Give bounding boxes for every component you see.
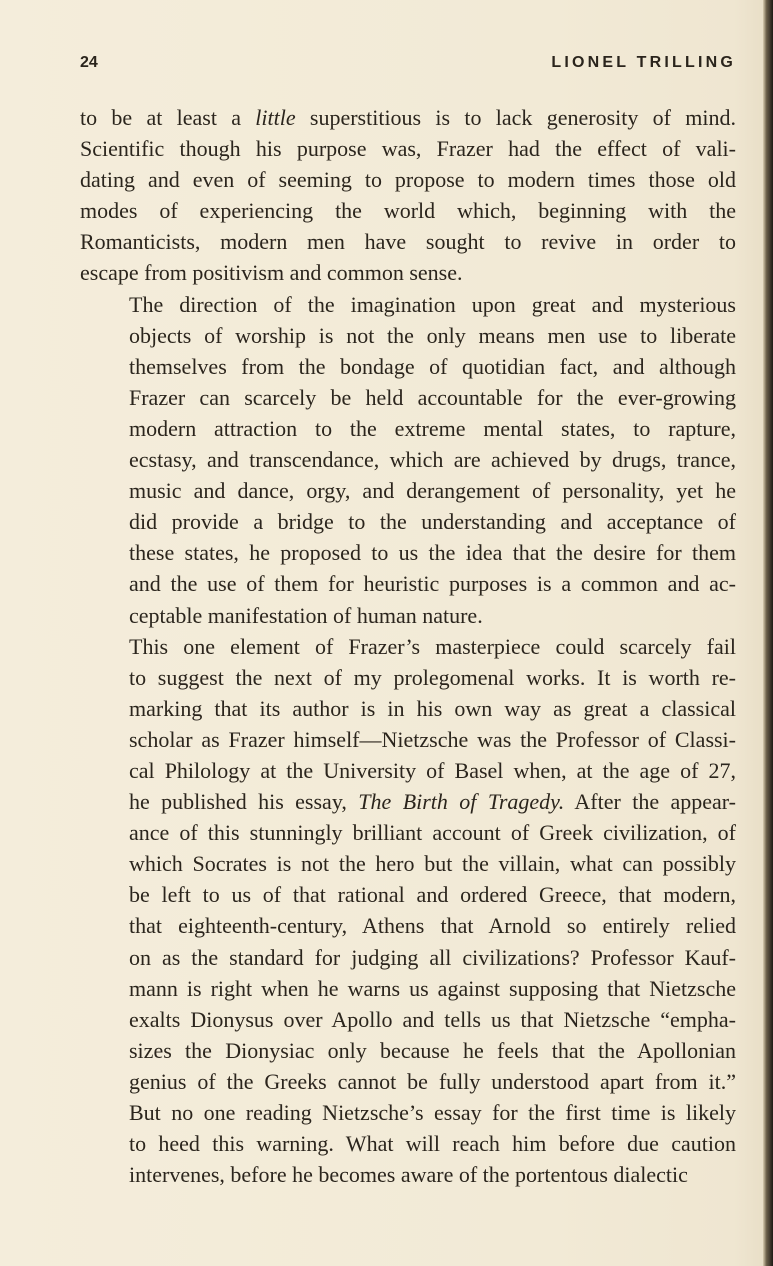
text-run: which Socrates is not the hero but the villain, what can possibly bbox=[129, 851, 736, 877]
text-line bbox=[80, 1035, 736, 1066]
text-run: did provide a bridge to the understanding and acceptance of bbox=[129, 509, 736, 535]
text-run: on as the standard for judging all civilizations? Professor Kauf- bbox=[129, 944, 736, 970]
text-run: ceptable manifestation of human nature. bbox=[129, 602, 483, 628]
text-run: Romanticists, modern men have sought to revive in order to bbox=[80, 229, 736, 255]
body-text bbox=[80, 102, 736, 1190]
text-run: objects of worship is not the only means men use to liberate bbox=[129, 322, 736, 348]
text-run: to be at least a bbox=[80, 105, 256, 130]
text-line bbox=[80, 568, 736, 599]
text-line bbox=[80, 289, 736, 320]
page-number: 24 bbox=[80, 54, 98, 71]
text-run: be left to us of that rational and ordered Greece, that modern, bbox=[129, 882, 736, 908]
text-line bbox=[80, 942, 736, 973]
text-line bbox=[80, 506, 736, 537]
paragraph bbox=[80, 102, 736, 289]
text-run: that eighteenth-century, Athens that Arnold so entirely relied bbox=[129, 913, 736, 939]
text-run: escape from positivism and common sense. bbox=[80, 260, 463, 286]
text-line bbox=[80, 693, 736, 724]
text-line bbox=[80, 382, 736, 413]
text-run: music and dance, orgy, and derangement of personality, yet he bbox=[129, 478, 736, 504]
text-run: modes of experiencing the world which, beginning with the bbox=[80, 198, 736, 224]
text-line bbox=[80, 1097, 736, 1128]
text-run: cal Philology at the University of Basel when, at the age of 27, bbox=[129, 757, 736, 783]
text-line bbox=[80, 351, 736, 382]
text-line bbox=[80, 413, 736, 444]
text-line bbox=[80, 1128, 736, 1159]
text-line bbox=[80, 879, 736, 910]
text-line bbox=[80, 164, 736, 195]
running-head: LIONEL TRILLING bbox=[551, 54, 736, 71]
text-run: exalts Dionysus over Apollo and tells us that Nietzsche “empha- bbox=[129, 1006, 736, 1032]
text-line bbox=[80, 662, 736, 693]
text-line bbox=[80, 973, 736, 1004]
text-run: sizes the Dionysiac only because he feels that the Apollonian bbox=[129, 1037, 736, 1063]
italic-text: The Birth of Tragedy. bbox=[358, 789, 565, 815]
text-run: superstitious is to lack generosity of mind. bbox=[295, 105, 736, 130]
book-spine-shadow bbox=[763, 0, 773, 1266]
text-line bbox=[80, 600, 736, 631]
text-line bbox=[80, 1159, 736, 1190]
text-line bbox=[80, 133, 736, 164]
text-line bbox=[80, 537, 736, 568]
text-run: ance of this stunningly brilliant account of Greek civilization, of bbox=[129, 820, 736, 846]
text-line bbox=[80, 320, 736, 351]
text-run: Frazer can scarcely be held accountable for the ever-growing bbox=[129, 384, 736, 410]
text-line bbox=[80, 786, 736, 817]
text-line bbox=[80, 444, 736, 475]
text-run: to heed this warning. What will reach him before due caution bbox=[129, 1131, 736, 1157]
text-line bbox=[80, 1066, 736, 1097]
page-header bbox=[80, 50, 736, 80]
text-line bbox=[80, 817, 736, 848]
text-line bbox=[80, 755, 736, 786]
text-run: he published his essay, bbox=[129, 789, 359, 815]
text-run: themselves from the bondage of quotidian fact, and although bbox=[129, 353, 736, 379]
text-line bbox=[80, 195, 736, 226]
text-run: modern attraction to the extreme mental states, to rapture, bbox=[129, 415, 736, 441]
text-run: and the use of them for heuristic purposes is a common and ac- bbox=[129, 571, 736, 597]
text-line bbox=[80, 102, 736, 133]
text-run: scholar as Frazer himself—Nietzsche was the Professor of Classi- bbox=[129, 726, 736, 752]
text-run: dating and even of seeming to propose to modern times those old bbox=[80, 167, 736, 193]
text-run: ecstasy, and transcendance, which are achieved by drugs, trance, bbox=[129, 447, 736, 473]
text-run: intervenes, before he becomes aware of the portentous dialectic bbox=[129, 1162, 688, 1188]
text-run: This one element of Frazer’s masterpiece could scarcely fail bbox=[129, 633, 736, 659]
text-run: these states, he proposed to us the idea that the desire for them bbox=[129, 540, 736, 566]
text-run: After the appear- bbox=[564, 789, 736, 815]
text-run: mann is right when he warns us against supposing that Nietzsche bbox=[129, 975, 736, 1001]
text-run: But no one reading Nietzsche’s essay for the first time is likely bbox=[129, 1100, 736, 1125]
text-run: Scientific though his purpose was, Frazer had the effect of vali- bbox=[80, 136, 736, 162]
text-run: marking that its author is in his own way as great a classical bbox=[129, 695, 736, 721]
text-line bbox=[80, 475, 736, 506]
italic-text: little bbox=[255, 105, 296, 130]
text-line bbox=[80, 257, 736, 288]
paragraph bbox=[80, 289, 736, 631]
text-line bbox=[80, 848, 736, 879]
text-line bbox=[80, 631, 736, 662]
text-line bbox=[80, 1004, 736, 1035]
text-line bbox=[80, 910, 736, 941]
text-line bbox=[80, 226, 736, 257]
text-run: to suggest the next of my prolegomenal works. It is worth re- bbox=[129, 664, 736, 690]
paragraph bbox=[80, 631, 736, 1191]
text-run: The direction of the imagination upon great and mysterious bbox=[129, 291, 736, 317]
text-line bbox=[80, 724, 736, 755]
text-run: genius of the Greeks cannot be fully understood apart from it.” bbox=[129, 1068, 736, 1094]
